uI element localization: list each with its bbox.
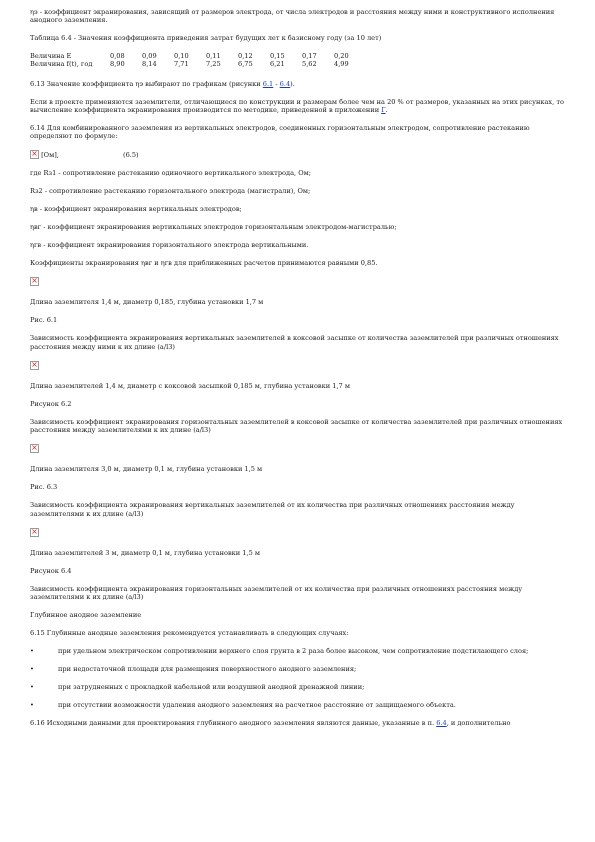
paragraph-6-16 <box>30 719 570 727</box>
figure-6-4-link[interactable]: 6.4 <box>279 79 291 88</box>
table-row <box>30 52 366 60</box>
figure-caption: Зависимость коэффициент экранирования горизонтальных заземлителей в коксовой засыпке от количества заземлителей при различных отношениях расстояния между заземлителями к их длине (а/l3) <box>30 417 563 435</box>
table-cell: 0,17 <box>302 51 317 60</box>
table-cell: 4,99 <box>334 60 349 69</box>
paragraph-text: Если в проекте применяются заземлители, отличающиеся по конструкции и размерам более чем на 20 % от размеров, указанных на этих рисунках, то вычисление коэффициента экранирования производится по методике, приведенной в приложении <box>30 97 564 115</box>
paragraph-6-14: 6.14 Для комбинированного заземления из вертикальных электродов, соединенных горизонтальным электродом, сопротивление растеканию определяют по формуле: <box>30 124 530 141</box>
table-caption: Таблица 6.4 - Значения коэффициента приведения затрат будущих лет к базисному году (за 10 лет) <box>30 34 382 43</box>
figure-6-3-image <box>30 444 570 456</box>
paragraph-text: , и дополнительно <box>446 719 511 728</box>
table-row-label: Величина f(t), год <box>30 60 93 69</box>
bullet-icon: • <box>30 683 34 692</box>
table-row-label: Величина Е <box>30 51 72 60</box>
paragraph-text: ). <box>290 79 295 88</box>
bullet-icon: • <box>30 665 34 674</box>
list-item <box>30 647 570 655</box>
table-cell: 0,12 <box>238 51 253 60</box>
section-6-4-link[interactable]: 6.4 <box>436 719 447 728</box>
formula-number: (6.5) <box>123 151 139 160</box>
definition-line: ηвг - коэффициент экранирования вертикальных электродов горизонтальным электродом-магистралью; <box>30 223 397 232</box>
formula-unit: [Ом], <box>41 151 59 160</box>
paragraph-text: 6.13 Значение коэффициента ηэ выбирают по графикам (рисунки <box>30 79 263 88</box>
table-cell: 0,15 <box>270 51 285 60</box>
table-cell: 0,10 <box>174 51 189 60</box>
table-cell: 6,75 <box>238 60 253 69</box>
table-cell: 5,62 <box>302 60 317 69</box>
table-cell: 0,09 <box>142 51 157 60</box>
broken-image-icon <box>30 277 39 286</box>
paragraph-text: . <box>385 106 388 115</box>
document-page <box>30 8 570 737</box>
figure-label: Рисунок 6.2 <box>30 399 72 408</box>
list-item <box>30 701 570 709</box>
bullet-icon: • <box>30 647 34 656</box>
table-cell: 6,21 <box>270 60 285 69</box>
definition-line: Rз2 - сопротивление растеканию горизонтального электрода (магистрали), Ом; <box>30 187 311 196</box>
table-cell: 0,20 <box>334 51 349 60</box>
figure-6-2-image <box>30 361 570 373</box>
definition-line: ηгв - коэффициент экранирования горизонтального электрода вертикальными. <box>30 241 309 250</box>
list-item-text: при недостаточной площади для размещения поверхностного анодного заземления; <box>58 665 357 674</box>
figure-params: Длина заземлителей 3 м, диаметр 0,1 м, глубина установки 1,5 м <box>30 548 260 557</box>
table-cell: 8,90 <box>110 60 125 69</box>
paragraph-text: - <box>273 79 280 88</box>
paragraph-other-electrodes <box>30 98 570 115</box>
list-item <box>30 683 570 691</box>
coefficient-table <box>30 52 366 69</box>
figure-caption: Зависимость коэффициента экранирования горизонтальных заземлителей от их количества при различных отношениях расстояния между заземлителями к их длине (а/l3) <box>30 584 523 602</box>
section-title: Глубинное анодное заземление <box>30 611 142 620</box>
figure-6-1-image <box>30 277 570 289</box>
list-item-text: при отсутствии возможности удаления анодного заземления на расчетное расстояние от защищаемого объекта. <box>58 701 456 710</box>
formula-6-5 <box>30 150 570 159</box>
list-item-text: при затрудненных с прокладкой кабельной или воздушной анодной дренажной линии; <box>58 683 365 692</box>
list-item <box>30 665 570 673</box>
paragraph-6-15: 6.15 Глубинные анодные заземления рекомендуется устанавливать в следующих случаях: <box>30 629 349 638</box>
figure-label: Рис. 6.1 <box>30 316 58 325</box>
figure-label: Рис. 6.3 <box>30 483 58 492</box>
definition-line: ηв - коэффициент экранирования вертикальных электродов; <box>30 205 242 214</box>
intro-paragraph: ηэ - коэффициент экранирования, зависящий от размеров электрода, от числа электродов и расстояния между ними и конструктивного исполнения анодного заземления. <box>30 8 555 25</box>
figure-caption: Зависимость коэффициента экранирования вертикальных заземлителей от их количества при различных отношениях расстояния между заземлителями к их длине (а/l3) <box>30 501 515 518</box>
figure-6-4-image <box>30 528 570 540</box>
figure-caption: Зависимость коэффициента экранирования вертикальных заземлителей в коксовой засыпке от количества заземлителей при различных отношениях расстояния между ними к их длине (а/l3) <box>30 334 559 351</box>
broken-image-icon <box>30 528 39 537</box>
paragraph-6-13 <box>30 80 570 88</box>
figure-6-1-link[interactable]: 6.1 <box>262 79 274 88</box>
broken-image-icon <box>30 150 39 159</box>
bullet-icon: • <box>30 701 34 710</box>
table-cell: 7,25 <box>206 60 221 69</box>
table-cell: 0,08 <box>110 51 125 60</box>
broken-image-icon <box>30 444 39 453</box>
broken-image-icon <box>30 361 39 370</box>
conditions-list <box>30 647 570 709</box>
figure-params: Длина заземлителя 1,4 м, диаметр 0,185, глубина установки 1,7 м <box>30 298 264 307</box>
paragraph-text: 6.16 Исходными данными для проектирования глубинного анодного заземления являются данные, указанные в п. <box>30 719 437 728</box>
definition-line: где Rз1 - сопротивление растеканию одиночного вертикального электрода, Ом; <box>30 169 311 178</box>
appendix-g-link[interactable]: Г <box>381 106 386 115</box>
table-cell: 0,11 <box>206 51 221 60</box>
table-cell: 8,14 <box>142 60 157 69</box>
figure-label: Рисунок 6.4 <box>30 566 72 575</box>
definition-line: Коэффициенты экранирования ηвг и ηгв для приближенных расчетов принимаются равными 0,85. <box>30 259 378 268</box>
list-item-text: при удельном электрическом сопротивлении верхнего слоя грунта в 2 раза более высоком, чем сопротивление подстилающего слоя; <box>58 647 529 656</box>
figure-params: Длина заземлителей 1,4 м, диаметр с коксовой засыпкой 0,185 м, глубина установки 1,7 м <box>30 381 350 390</box>
table-cell: 7,71 <box>174 60 189 69</box>
figure-params: Длина заземлителя 3,0 м, диаметр 0,1 м, глубина установки 1,5 м <box>30 465 263 474</box>
table-row <box>30 60 366 68</box>
